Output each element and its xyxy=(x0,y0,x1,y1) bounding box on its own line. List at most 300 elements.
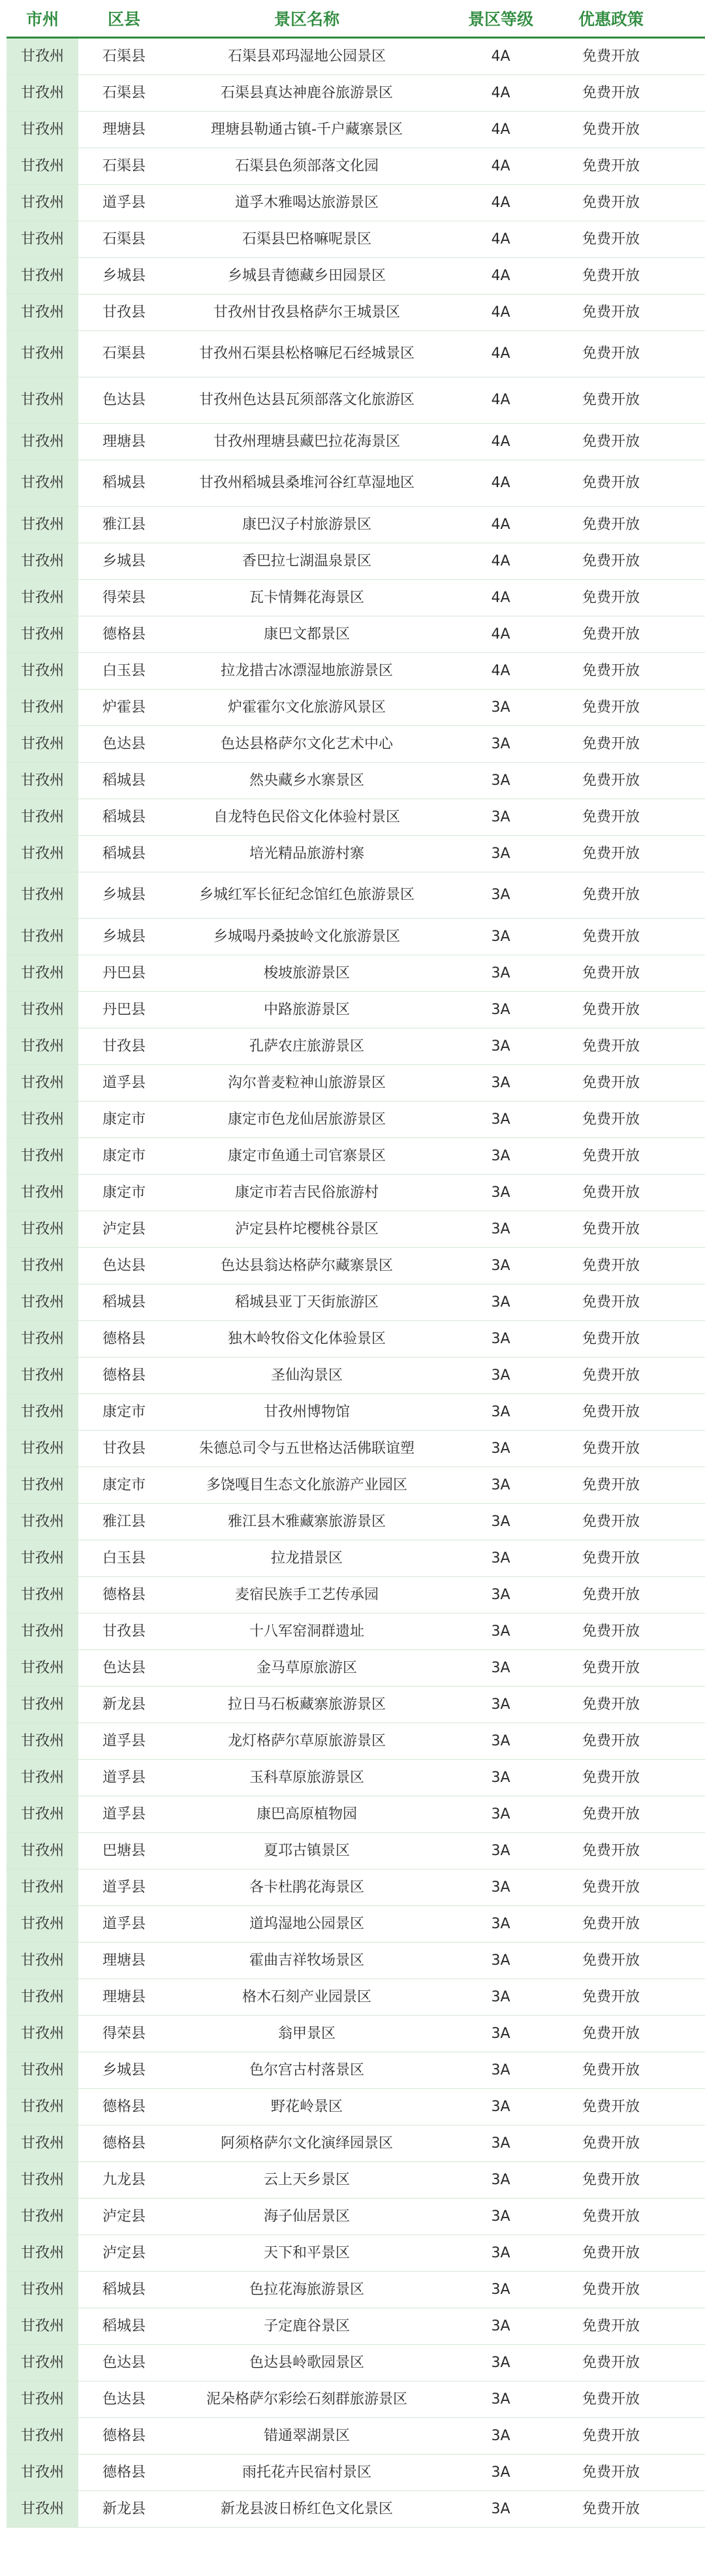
table-row xyxy=(7,75,705,112)
cell-level: 3A xyxy=(491,1403,510,1420)
cell-policy: 免费开放 xyxy=(582,345,640,362)
cell-name: 甘孜州色达县瓦须部落文化旅游区 xyxy=(198,392,415,409)
cell-level: 4A xyxy=(491,433,510,450)
cell-level: 3A xyxy=(491,1805,510,1822)
cell-county: 康定市 xyxy=(102,1111,146,1128)
header-name: 景区名称 xyxy=(274,10,339,29)
header-level: 景区等级 xyxy=(467,10,533,29)
cell-policy: 免费开放 xyxy=(582,2464,640,2481)
table-row xyxy=(7,294,705,331)
cell-city: 甘孜州 xyxy=(7,1906,78,1942)
cell-county: 甘孜县 xyxy=(102,1440,146,1457)
table-row xyxy=(7,1175,705,1211)
cell-level: 3A xyxy=(491,1001,510,1018)
cell-city: 甘孜州 xyxy=(7,1102,78,1137)
cell-name: 翁甲景区 xyxy=(277,2025,336,2042)
cell-policy: 免费开放 xyxy=(582,304,640,321)
cell-county: 白玉县 xyxy=(102,662,146,679)
cell-county: 得荣县 xyxy=(102,589,146,606)
cell-name: 玉科草原旅游景区 xyxy=(249,1769,364,1786)
cell-name: 瓦卡情舞花海景区 xyxy=(249,589,364,606)
cell-level: 4A xyxy=(491,475,510,492)
cell-county: 泸定县 xyxy=(102,1220,146,1237)
cell-policy: 免费开放 xyxy=(582,157,640,174)
cell-policy: 免费开放 xyxy=(582,1988,640,2005)
cell-county: 色达县 xyxy=(102,2391,146,2408)
cell-level: 3A xyxy=(491,1294,510,1311)
cell-city: 甘孜州 xyxy=(7,1943,78,1979)
cell-county: 康定市 xyxy=(102,1184,146,1201)
cell-name: 康巴高原植物园 xyxy=(256,1805,357,1822)
cell-county: 德格县 xyxy=(102,1330,146,1347)
cell-policy: 免费开放 xyxy=(582,1805,640,1822)
cell-name: 朱德总司令与五世格达活佛联谊塑 xyxy=(198,1440,415,1457)
cell-name: 夏邛古镇景区 xyxy=(263,1842,350,1859)
cell-level: 4A xyxy=(491,267,510,284)
cell-city: 甘孜州 xyxy=(7,1431,78,1467)
table-row xyxy=(7,331,705,377)
cell-county: 石渠县 xyxy=(102,84,146,101)
cell-policy: 免费开放 xyxy=(582,1001,640,1018)
cell-city: 甘孜州 xyxy=(7,1358,78,1393)
cell-city: 甘孜州 xyxy=(7,872,78,918)
cell-county: 色达县 xyxy=(102,1659,146,1676)
table-row xyxy=(7,2235,705,2272)
cell-level: 3A xyxy=(491,2061,510,2078)
cell-policy: 免费开放 xyxy=(582,1074,640,1091)
table-row xyxy=(7,690,705,726)
table-row xyxy=(7,1248,705,1284)
cell-policy: 免费开放 xyxy=(582,1038,640,1055)
table-row xyxy=(7,1650,705,1687)
cell-county: 康定市 xyxy=(102,1476,146,1493)
table-row xyxy=(7,1833,705,1869)
cell-name: 甘孜州理塘县藏巴拉花海景区 xyxy=(213,433,400,450)
table-row xyxy=(7,1760,705,1796)
cell-level: 3A xyxy=(491,1696,510,1713)
cell-policy: 免费开放 xyxy=(582,84,640,101)
cell-policy: 免费开放 xyxy=(582,2317,640,2334)
cell-level: 3A xyxy=(491,2281,510,2298)
table-row xyxy=(7,1321,705,1358)
cell-name: 石渠县邓玛湿地公园景区 xyxy=(227,48,386,65)
cell-city: 甘孜州 xyxy=(7,690,78,725)
cell-county: 色达县 xyxy=(102,1257,146,1274)
cell-level: 3A xyxy=(491,2135,510,2152)
cell-level: 3A xyxy=(491,2025,510,2042)
cell-city: 甘孜州 xyxy=(7,2491,78,2527)
cell-city: 甘孜州 xyxy=(7,2308,78,2344)
cell-policy: 免费开放 xyxy=(582,552,640,569)
cell-city: 甘孜州 xyxy=(7,1723,78,1759)
table-row xyxy=(7,2418,705,2455)
cell-county: 石渠县 xyxy=(102,345,146,362)
cell-city: 甘孜州 xyxy=(7,1028,78,1064)
cell-name: 色达县岭歌园景区 xyxy=(249,2354,364,2371)
cell-name: 拉龙措古冰漂湿地旅游景区 xyxy=(220,662,393,679)
table-row xyxy=(7,2455,705,2491)
cell-policy: 免费开放 xyxy=(582,1915,640,1932)
cell-county: 德格县 xyxy=(102,2098,146,2115)
cell-level: 3A xyxy=(491,1586,510,1603)
cell-policy: 免费开放 xyxy=(582,1659,640,1676)
cell-name: 金马草原旅游区 xyxy=(256,1659,357,1676)
cell-name: 天下和平景区 xyxy=(263,2244,350,2261)
cell-policy: 免费开放 xyxy=(582,2025,640,2042)
cell-level: 4A xyxy=(491,552,510,569)
cell-city: 甘孜州 xyxy=(7,1577,78,1613)
cell-city: 甘孜州 xyxy=(7,1065,78,1101)
cell-name: 康定市若吉民俗旅游村 xyxy=(234,1184,379,1201)
table-row xyxy=(7,1431,705,1467)
cell-city: 甘孜州 xyxy=(7,1687,78,1723)
cell-city: 甘孜州 xyxy=(7,1284,78,1320)
cell-policy: 免费开放 xyxy=(582,845,640,862)
cell-county: 理塘县 xyxy=(102,1952,146,1969)
table-row xyxy=(7,1906,705,1943)
cell-policy: 免费开放 xyxy=(582,1550,640,1566)
cell-policy: 免费开放 xyxy=(582,1732,640,1749)
cell-city: 甘孜州 xyxy=(7,2089,78,2125)
cell-policy: 免费开放 xyxy=(582,1586,640,1603)
cell-level: 3A xyxy=(491,887,510,904)
cell-name: 拉日马石板藏寨旅游景区 xyxy=(227,1696,386,1713)
cell-level: 3A xyxy=(491,2208,510,2225)
cell-city: 甘孜州 xyxy=(7,221,78,257)
cell-county: 得荣县 xyxy=(102,2025,146,2042)
table-row xyxy=(7,377,705,424)
table-row xyxy=(7,1028,705,1065)
cell-level: 3A xyxy=(491,1367,510,1384)
table-row xyxy=(7,1138,705,1175)
table-row xyxy=(7,763,705,799)
cell-city: 甘孜州 xyxy=(7,2235,78,2271)
cell-policy: 免费开放 xyxy=(582,1220,640,1237)
cell-policy: 免费开放 xyxy=(582,2244,640,2261)
cell-name: 色拉花海旅游景区 xyxy=(249,2281,364,2298)
cell-county: 巴塘县 xyxy=(102,1842,146,1859)
cell-city: 甘孜州 xyxy=(7,955,78,991)
cell-level: 3A xyxy=(491,1915,510,1932)
cell-level: 3A xyxy=(491,2391,510,2408)
table-row xyxy=(7,221,705,258)
cell-city: 甘孜州 xyxy=(7,726,78,762)
table-row xyxy=(7,1943,705,1979)
cell-city: 甘孜州 xyxy=(7,1614,78,1649)
cell-name: 石渠县色须部落文化园 xyxy=(234,157,379,174)
table-row xyxy=(7,2162,705,2199)
cell-policy: 免费开放 xyxy=(582,964,640,981)
cell-level: 3A xyxy=(491,808,510,825)
cell-city: 甘孜州 xyxy=(7,616,78,652)
cell-city: 甘孜州 xyxy=(7,1211,78,1247)
cell-name: 康定市鱼通土司官寨景区 xyxy=(227,1147,386,1164)
cell-city: 甘孜州 xyxy=(7,1540,78,1576)
table-row xyxy=(7,2089,705,2125)
cell-name: 子定鹿谷景区 xyxy=(263,2317,350,2334)
cell-level: 3A xyxy=(491,1659,510,1676)
cell-policy: 免费开放 xyxy=(582,1111,640,1128)
cell-name: 炉霍霍尔文化旅游风景区 xyxy=(227,699,386,716)
cell-level: 3A xyxy=(491,1330,510,1347)
cell-name: 康巴汉子村旅游景区 xyxy=(242,516,371,533)
cell-name: 独木岭牧俗文化体验景区 xyxy=(227,1330,386,1347)
cell-name: 石渠县真达神鹿谷旅游景区 xyxy=(220,84,393,101)
cell-county: 德格县 xyxy=(102,2135,146,2152)
cell-county: 泸定县 xyxy=(102,2244,146,2261)
cell-county: 稻城县 xyxy=(102,2317,146,2334)
cell-city: 甘孜州 xyxy=(7,2162,78,2198)
cell-county: 色达县 xyxy=(102,392,146,409)
table-row xyxy=(7,1577,705,1614)
cell-city: 甘孜州 xyxy=(7,294,78,330)
table-row xyxy=(7,1687,705,1723)
table-row xyxy=(7,1065,705,1102)
cell-level: 3A xyxy=(491,1074,510,1091)
cell-city: 甘孜州 xyxy=(7,1138,78,1174)
cell-city: 甘孜州 xyxy=(7,1321,78,1357)
cell-policy: 免费开放 xyxy=(582,267,640,284)
cell-name: 甘孜州甘孜县格萨尔王城景区 xyxy=(213,304,400,321)
cell-level: 3A xyxy=(491,1440,510,1457)
cell-level: 3A xyxy=(491,2464,510,2481)
cell-policy: 免费开放 xyxy=(582,772,640,789)
cell-city: 甘孜州 xyxy=(7,1833,78,1869)
cell-name: 色达县翁达格萨尔藏寨景区 xyxy=(220,1257,393,1274)
cell-county: 康定市 xyxy=(102,1147,146,1164)
cell-name: 乡城喝丹桑披岭文化旅游景区 xyxy=(213,928,400,945)
cell-policy: 免费开放 xyxy=(582,662,640,679)
cell-county: 白玉县 xyxy=(102,1550,146,1566)
cell-name: 然央藏乡水寨景区 xyxy=(249,772,364,789)
table-row xyxy=(7,616,705,653)
cell-policy: 免费开放 xyxy=(582,1294,640,1311)
cell-city: 甘孜州 xyxy=(7,1869,78,1905)
cell-city: 甘孜州 xyxy=(7,763,78,799)
cell-policy: 免费开放 xyxy=(582,1330,640,1347)
cell-county: 道孚县 xyxy=(102,1074,146,1091)
table-row xyxy=(7,1723,705,1760)
table-header xyxy=(7,0,705,39)
cell-county: 道孚县 xyxy=(102,1805,146,1822)
cell-level: 3A xyxy=(491,2317,510,2334)
cell-level: 4A xyxy=(491,626,510,643)
cell-county: 稻城县 xyxy=(102,475,146,492)
cell-county: 泸定县 xyxy=(102,2208,146,2225)
cell-city: 甘孜州 xyxy=(7,2381,78,2417)
cell-policy: 免费开放 xyxy=(582,1184,640,1201)
cell-name: 培光精品旅游村寨 xyxy=(249,845,364,862)
cell-level: 3A xyxy=(491,699,510,716)
cell-name: 康巴文都景区 xyxy=(263,626,350,643)
cell-name: 格木石刻产业园景区 xyxy=(242,1988,371,2005)
cell-county: 稻城县 xyxy=(102,1294,146,1311)
cell-county: 色达县 xyxy=(102,735,146,752)
cell-county: 石渠县 xyxy=(102,157,146,174)
cell-name: 多饶嘎目生态文化旅游产业园区 xyxy=(206,1476,407,1493)
cell-name: 乡城县青德藏乡田园景区 xyxy=(227,267,386,284)
table-row xyxy=(7,1102,705,1138)
cell-policy: 免费开放 xyxy=(582,2135,640,2152)
cell-policy: 免费开放 xyxy=(582,1513,640,1530)
cell-name: 泥朵格萨尔彩绘石刻群旅游景区 xyxy=(206,2391,407,2408)
header-county: 区县 xyxy=(107,10,140,29)
table-row xyxy=(7,2052,705,2089)
cell-name: 色尔宫古村落景区 xyxy=(249,2061,364,2078)
cell-city: 甘孜州 xyxy=(7,75,78,111)
cell-name: 拉龙措景区 xyxy=(270,1550,343,1566)
cell-name: 乡城红军长征纪念馆红色旅游景区 xyxy=(198,887,415,904)
cell-level: 3A xyxy=(491,1842,510,1859)
cell-name: 霍曲吉祥牧场景区 xyxy=(249,1952,364,1969)
table-row xyxy=(7,2308,705,2345)
cell-level: 3A xyxy=(491,1732,510,1749)
cell-name: 麦宿民族手工艺传承园 xyxy=(234,1586,379,1603)
cell-city: 甘孜州 xyxy=(7,2418,78,2454)
cell-name: 雨托花卉民宿村景区 xyxy=(242,2464,371,2481)
cell-policy: 免费开放 xyxy=(582,2427,640,2444)
cell-policy: 免费开放 xyxy=(582,2171,640,2188)
cell-city: 甘孜州 xyxy=(7,1504,78,1540)
table-row xyxy=(7,148,705,185)
cell-city: 甘孜州 xyxy=(7,1394,78,1430)
cell-policy: 免费开放 xyxy=(582,1842,640,1859)
table-row xyxy=(7,1614,705,1650)
cell-county: 德格县 xyxy=(102,1586,146,1603)
cell-city: 甘孜州 xyxy=(7,2345,78,2381)
cell-city: 甘孜州 xyxy=(7,2016,78,2052)
cell-policy: 免费开放 xyxy=(582,1367,640,1384)
table-row xyxy=(7,258,705,294)
cell-county: 稻城县 xyxy=(102,808,146,825)
cell-county: 乡城县 xyxy=(102,928,146,945)
cell-name: 康定市色龙仙居旅游景区 xyxy=(227,1111,386,1128)
cell-name: 十八军窑洞群遗址 xyxy=(249,1623,364,1640)
cell-policy: 免费开放 xyxy=(582,1696,640,1713)
cell-policy: 免费开放 xyxy=(582,626,640,643)
cell-level: 4A xyxy=(491,157,510,174)
table-row xyxy=(7,1358,705,1394)
cell-name: 新龙县波日桥红色文化景区 xyxy=(220,2500,393,2517)
cell-policy: 免费开放 xyxy=(582,699,640,716)
header-policy: 优惠政策 xyxy=(578,10,644,29)
cell-county: 康定市 xyxy=(102,1403,146,1420)
cell-name: 中路旅游景区 xyxy=(263,1001,350,1018)
cell-policy: 免费开放 xyxy=(582,2098,640,2115)
cell-level: 4A xyxy=(491,48,510,65)
cell-policy: 免费开放 xyxy=(582,928,640,945)
cell-county: 德格县 xyxy=(102,2427,146,2444)
cell-name: 石渠县巴格嘛呢景区 xyxy=(242,231,371,247)
cell-level: 3A xyxy=(491,735,510,752)
cell-level: 3A xyxy=(491,2098,510,2115)
cell-policy: 免费开放 xyxy=(582,808,640,825)
cell-city: 甘孜州 xyxy=(7,377,78,423)
cell-county: 乡城县 xyxy=(102,887,146,904)
cell-county: 德格县 xyxy=(102,626,146,643)
cell-county: 九龙县 xyxy=(102,2171,146,2188)
cell-city: 甘孜州 xyxy=(7,2272,78,2308)
cell-name: 甘孜州石渠县松格嘛尼石经城景区 xyxy=(198,345,415,362)
cell-county: 丹巴县 xyxy=(102,1001,146,1018)
cell-level: 4A xyxy=(491,194,510,211)
cell-city: 甘孜州 xyxy=(7,1760,78,1796)
cell-policy: 免费开放 xyxy=(582,392,640,409)
table-row xyxy=(7,1467,705,1504)
cell-name: 孔萨农庄旅游景区 xyxy=(249,1038,364,1055)
table-row xyxy=(7,2381,705,2418)
cell-city: 甘孜州 xyxy=(7,799,78,835)
cell-county: 雅江县 xyxy=(102,516,146,533)
cell-county: 道孚县 xyxy=(102,1879,146,1896)
cell-policy: 免费开放 xyxy=(582,231,640,247)
cell-name: 各卡杜鹃花海景区 xyxy=(249,1879,364,1896)
table-row xyxy=(7,955,705,992)
cell-level: 3A xyxy=(491,1184,510,1201)
cell-city: 甘孜州 xyxy=(7,836,78,872)
cell-policy: 免费开放 xyxy=(582,2500,640,2517)
cell-name: 道孚木雅喝达旅游景区 xyxy=(234,194,379,211)
cell-county: 炉霍县 xyxy=(102,699,146,716)
cell-level: 3A xyxy=(491,1769,510,1786)
table-row xyxy=(7,39,705,75)
cell-level: 3A xyxy=(491,1147,510,1164)
cell-level: 4A xyxy=(491,662,510,679)
cell-name: 沟尔普麦粒神山旅游景区 xyxy=(227,1074,386,1091)
cell-name: 阿须格萨尔文化演绎园景区 xyxy=(220,2135,393,2152)
cell-county: 甘孜县 xyxy=(102,1038,146,1055)
cell-level: 3A xyxy=(491,2244,510,2261)
table-row xyxy=(7,992,705,1028)
table-row xyxy=(7,1394,705,1431)
cell-level: 4A xyxy=(491,589,510,606)
table-row xyxy=(7,836,705,872)
cell-city: 甘孜州 xyxy=(7,653,78,689)
cell-city: 甘孜州 xyxy=(7,1650,78,1686)
cell-name: 泸定县杵坨樱桃谷景区 xyxy=(234,1220,379,1237)
cell-name: 龙灯格萨尔草原旅游景区 xyxy=(227,1732,386,1749)
table-row xyxy=(7,424,705,460)
cell-county: 德格县 xyxy=(102,1367,146,1384)
table-body xyxy=(0,39,705,2528)
cell-policy: 免费开放 xyxy=(582,475,640,492)
cell-name: 雅江县木雅藏寨旅游景区 xyxy=(227,1513,386,1530)
cell-city: 甘孜州 xyxy=(7,112,78,148)
cell-city: 甘孜州 xyxy=(7,1248,78,1284)
cell-county: 雅江县 xyxy=(102,1513,146,1530)
cell-name: 甘孜州博物馆 xyxy=(263,1403,350,1420)
cell-name: 梭坡旅游景区 xyxy=(263,964,350,981)
cell-level: 3A xyxy=(491,2354,510,2371)
cell-city: 甘孜州 xyxy=(7,543,78,579)
cell-policy: 免费开放 xyxy=(582,2061,640,2078)
cell-city: 甘孜州 xyxy=(7,507,78,543)
cell-county: 道孚县 xyxy=(102,194,146,211)
cell-city: 甘孜州 xyxy=(7,185,78,221)
cell-name: 香巴拉七湖温泉景区 xyxy=(242,552,371,569)
cell-policy: 免费开放 xyxy=(582,2281,640,2298)
cell-county: 石渠县 xyxy=(102,231,146,247)
cell-county: 德格县 xyxy=(102,2464,146,2481)
cell-county: 新龙县 xyxy=(102,1696,146,1713)
cell-name: 云上天乡景区 xyxy=(263,2171,350,2188)
cell-level: 3A xyxy=(491,1623,510,1640)
cell-city: 甘孜州 xyxy=(7,460,78,506)
cell-county: 乡城县 xyxy=(102,2061,146,2078)
table-row xyxy=(7,580,705,616)
cell-policy: 免费开放 xyxy=(582,1440,640,1457)
cell-level: 3A xyxy=(491,1988,510,2005)
